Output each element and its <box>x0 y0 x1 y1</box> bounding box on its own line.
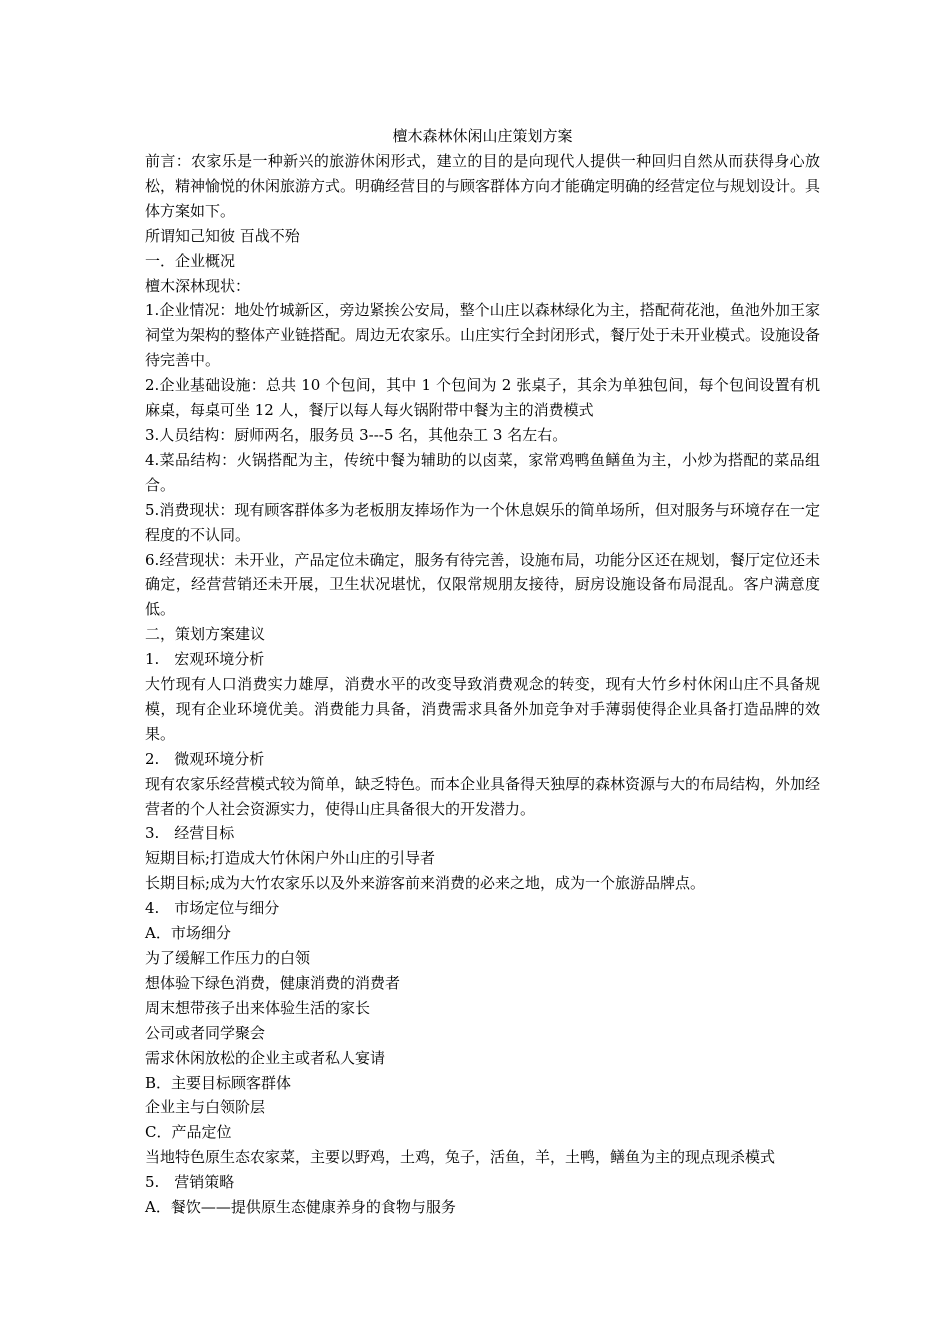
body-line: 3.人员结构：厨师两名，服务员 3---5 名，其他杂工 3 名左右。 <box>145 425 568 444</box>
body-line: 公司或者同学聚会 <box>145 1023 266 1042</box>
body-paragraph: 现有农家乐经营模式较为简单，缺乏特色。而本企业具备得天独厚的森林资源与大的布局结构，外加经营者的个人社会资源实力，使得山庄具备很大的开发潜力。 <box>145 774 821 818</box>
body-line: C．产品定位 <box>145 1123 232 1142</box>
body-line: A．餐饮——提供原生态健康养身的食物与服务 <box>145 1198 456 1217</box>
body-line: 4. 市场定位与细分 <box>145 899 280 918</box>
body-line: 1. 宏观环境分析 <box>145 650 265 669</box>
body-line: 3. 经营目标 <box>145 824 235 843</box>
body-line: 想体验下绿色消费，健康消费的消费者 <box>145 973 401 992</box>
body-paragraph: 6.经营现状：未开业，产品定位未确定，服务有待完善，设施布局，功能分区还在规划，餐厅定位还未确定，经营营销还未开展，卫生状况堪忧，仅限常规朋友接待，厨房设施设备布局混乱。客户满意度低。 <box>145 550 820 619</box>
body-line: 2. 微观环境分析 <box>145 749 265 768</box>
body-line: 短期目标;打造成大竹休闲户外山庄的引导者 <box>145 849 436 868</box>
body-line: A．市场细分 <box>145 924 231 943</box>
document-body <box>145 149 820 1220</box>
body-paragraph: 2.企业基础设施：总共 10 个包间，其中 1 个包间为 2 张桌子，其余为单独包间，每个包间设置有机麻桌，每桌可坐 12 人，餐厅以每人每火锅附带中餐为主的消费模式 <box>145 376 820 420</box>
body-paragraph: 5.消费现状：现有顾客群体多为老板朋友捧场作为一个休息娱乐的简单场所，但对服务与环境存在一定程度的不认同。 <box>145 500 820 544</box>
body-paragraph: 4.菜品结构：火锅搭配为主，传统中餐为辅助的以卤菜，家常鸡鸭鱼鳝鱼为主，小炒为搭配的菜品组合。 <box>145 450 820 494</box>
body-paragraph: 大竹现有人口消费实力雄厚，消费水平的改变导致消费观念的转变，现有大竹乡村休闲山庄不具备规模，现有企业环境优美。消费能力具备，消费需求具备外加竞争对手薄弱使得企业具备打造品牌的效果。 <box>145 675 820 743</box>
body-line: 为了缓解工作压力的白领 <box>145 949 311 967</box>
body-line: 长期目标;成为大竹农家乐以及外来游客前来消费的必来之地，成为一个旅游品牌点。 <box>145 874 706 893</box>
body-line: 周末想带孩子出来体验生活的家长 <box>145 998 371 1017</box>
document-page <box>145 124 820 1220</box>
body-line: B．主要目标顾客群体 <box>145 1073 292 1092</box>
body-line: 檀木深林现状： <box>145 276 251 295</box>
body-line: 二，策划方案建议 <box>145 625 266 644</box>
body-line: 5. 营销策略 <box>145 1173 235 1192</box>
body-line: 需求休闲放松的企业主或者私人宴请 <box>145 1048 386 1067</box>
body-line: 一．企业概况 <box>145 251 236 270</box>
body-paragraph: 1.企业情况：地处竹城新区，旁边紧挨公安局，整个山庄以森林绿化为主，搭配荷花池，鱼池外加王家祠堂为架构的整体产业链搭配。周边无农家乐。山庄实行全封闭形式，餐厅处于未开业模式。设施设备待完善中。 <box>145 301 821 370</box>
body-paragraph: 前言：农家乐是一种新兴的旅游休闲形式，建立的目的是向现代人提供一种回归自然从而获得身心放松，精神愉悦的休闲旅游方式。明确经营目的与顾客群体方向才能确定明确的经营定位与规划设计。具体方案如下。 <box>145 152 821 220</box>
body-paragraph: 当地特色原生态农家菜，主要以野鸡，土鸡，兔子，活鱼，羊，土鸭，鳝鱼为主的现点现杀模式 <box>145 1148 776 1167</box>
body-line: 企业主与白领阶层 <box>145 1098 266 1117</box>
body-line: 所谓知己知彼 百战不殆 <box>145 226 300 245</box>
document-title: 檀木森林休闲山庄策划方案 <box>392 127 573 145</box>
